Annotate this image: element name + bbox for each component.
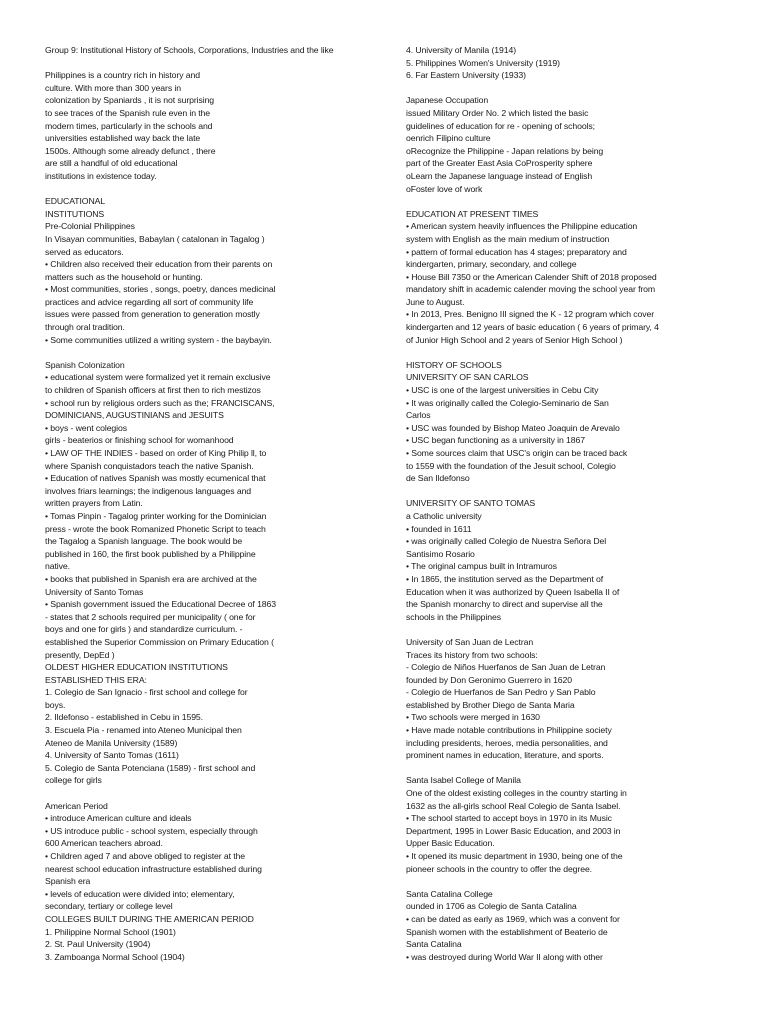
text-line: nearest school education infrastructure established during — [45, 863, 262, 874]
text-line: Carlos — [406, 410, 431, 421]
text-block — [406, 636, 706, 762]
text-line: INSTITUTIONS — [45, 208, 105, 219]
block-spacer — [406, 875, 706, 888]
text-line: • Spanish government issued the Educational Decree of 1863 — [45, 599, 276, 610]
text-block — [406, 497, 706, 623]
text-line: practices and advice regarding all sort of community life — [45, 296, 254, 307]
text-line: to see traces of the Spanish rule even in the — [45, 107, 211, 118]
text-line: Santisimo Rosario — [406, 548, 475, 559]
text-block — [406, 359, 706, 485]
text-line: oenrich Filipino culture — [406, 133, 491, 144]
right-blocks — [406, 44, 706, 963]
text-line: • books that published in Spanish era are archived at the — [45, 573, 257, 584]
text-line: EDUCATION AT PRESENT TIMES — [406, 208, 539, 219]
text-line: 4. University of Santo Tomas (1611) — [45, 750, 179, 761]
text-line: June to August. — [406, 296, 465, 307]
text-line: • It was originally called the Colegio-Seminario de San — [406, 397, 609, 408]
text-line: institutions in existence today. — [45, 170, 157, 181]
text-block — [406, 888, 706, 964]
text-line: of Junior High School and 2 years of Senior High School ) — [406, 334, 623, 345]
text-line: founded by Don Geronimo Guerrero in 1620 — [406, 674, 572, 685]
text-line: Ateneo de Manila University (1589) — [45, 737, 178, 748]
text-line: • US introduce public - school system, especially through — [45, 825, 258, 836]
text-line: • boys - went colegios — [45, 422, 127, 433]
text-line: the Spanish monarchy to direct and supervise all the — [406, 599, 603, 610]
text-block — [406, 774, 706, 875]
text-line: UNIVERSITY OF SAN CARLOS — [406, 372, 529, 383]
text-line: schools in the Philippines — [406, 611, 501, 622]
text-block — [45, 195, 375, 346]
text-line: University of Santo Tomas — [45, 586, 144, 597]
text-line: matters such as the household or hunting. — [45, 271, 203, 282]
block-spacer — [406, 762, 706, 775]
text-line: • Education of natives Spanish was mostly ecumenical that — [45, 473, 266, 484]
text-line: • can be dated as early as 1969, which was a convent for — [406, 913, 620, 924]
text-line: boys and one for girls ) and standardize curriculum. - — [45, 624, 243, 635]
text-line: oRecognize the Philippine - Japan relations by being — [406, 145, 604, 156]
text-block — [45, 359, 375, 787]
text-line: • was destroyed during World War II along with other — [406, 951, 603, 962]
text-line: 6. Far Eastern University (1933) — [406, 70, 526, 81]
text-line: In Visayan communities, Babaylan ( catalonan in Tagalog ) — [45, 233, 265, 244]
block-spacer — [406, 82, 706, 95]
text-line: Santa Catalina College — [406, 888, 493, 899]
text-line: 2. St. Paul University (1904) — [45, 939, 151, 950]
text-line: • levels of education were divided into; elementary, — [45, 888, 235, 899]
text-line: college for girls — [45, 775, 102, 786]
text-line: Spanish era — [45, 876, 91, 887]
text-block — [406, 94, 706, 195]
text-line: prominent names in education, literature, and sports. — [406, 750, 604, 761]
text-line: • In 2013, Pres. Benigno III signed the K - 12 program which cover — [406, 309, 655, 320]
text-line: girls - beaterios or finishing school for womanhood — [45, 435, 234, 446]
block-spacer — [406, 346, 706, 359]
text-line: • The original campus built in Intramuros — [406, 561, 557, 572]
text-line: de San Ildefonso — [406, 473, 470, 484]
text-line: • was originally called Colegio de Nuestra Señora Del — [406, 536, 607, 547]
text-line: system with English as the main medium of instruction — [406, 233, 610, 244]
text-line: ounded in 1706 as Colegio de Santa Catalina — [406, 901, 577, 912]
text-line: Traces its history from two schools: — [406, 649, 538, 660]
text-line: issues were passed from generation to generation mostly — [45, 309, 260, 320]
text-line: kindergarten and 12 years of basic education ( 6 years of primary, 4 — [406, 322, 659, 333]
text-line: UNIVERSITY OF SANTO TOMAS — [406, 498, 536, 509]
text-line: • pattern of formal education has 4 stages; preparatory and — [406, 246, 627, 257]
text-line: 5. Philippines Women's University (1919) — [406, 57, 560, 68]
text-line: American Period — [45, 800, 108, 811]
text-line: University of San Juan de Lectran — [406, 636, 534, 647]
text-line: oLearn the Japanese language instead of English — [406, 170, 593, 181]
left-column — [45, 44, 375, 963]
text-line: • Children also received their education from their parents on — [45, 259, 273, 270]
text-line: • It opened its music department in 1930, being one of the — [406, 851, 623, 861]
text-line: part of the Greater East Asia CoProsperity sphere — [406, 158, 593, 169]
text-line: kindergarten, primary, secondary, and college — [406, 259, 577, 270]
text-line: - states that 2 schools required per municipality ( one for — [45, 611, 256, 622]
text-line: • Some communities utilized a writing system - the baybayin. — [45, 334, 272, 345]
text-line: • Most communities, stories , songs, poetry, dances medicinal — [45, 284, 276, 295]
text-line: involves friars learnings; the indigenous languages and — [45, 485, 252, 496]
text-line: One of the oldest existing colleges in the country starting in — [406, 788, 627, 799]
text-line: where Spanish conquistadors teach the native Spanish. — [45, 460, 254, 471]
text-line: • Tomas Pinpin - Tagalog printer working for the Dominician — [45, 510, 267, 521]
text-line: presently, DepEd ) — [45, 649, 115, 660]
text-line: including presidents, heroes, media personalities, and — [406, 737, 608, 748]
text-line: • USC is one of the largest universities in Cebu City — [406, 385, 599, 396]
text-line: served as educators. — [45, 246, 124, 257]
text-line: 2. Ildefonso - established in Cebu in 1595. — [45, 712, 203, 723]
text-line: • school run by religious orders such as the; FRANCISCANS, — [45, 397, 275, 408]
text-line: 3. Zamboanga Normal School (1904) — [45, 951, 185, 962]
text-line: OLDEST HIGHER EDUCATION INSTITUTIONS — [45, 662, 228, 673]
text-line: a Catholic university — [406, 510, 482, 521]
text-line: published in 160, the first book published by a Philippine — [45, 548, 256, 559]
text-line: Spanish Colonization — [45, 359, 125, 370]
text-line: secondary, tertiary or college level — [45, 901, 173, 912]
text-line: 1632 as the all-girls school Real Colegio de Santa Isabel. — [406, 800, 621, 811]
text-line: 600 American teachers abroad. — [45, 838, 163, 849]
text-line: - Colegio de Niños Huerfanos de San Juan de Letran — [406, 662, 606, 673]
text-line: ESTABLISHED THIS ERA: — [45, 674, 147, 685]
text-line: DOMINICIANS, AUGUSTINIANS and JESUITS — [45, 410, 224, 421]
block-spacer — [45, 183, 375, 196]
text-block — [406, 44, 706, 82]
text-line: Upper Basic Education. — [406, 838, 495, 849]
block-spacer — [406, 623, 706, 636]
block-spacer — [406, 485, 706, 498]
text-line: are still a handful of old educational — [45, 158, 178, 169]
document-title: Group 9: Institutional History of Schools, Corporations, Industries and the like — [45, 45, 334, 55]
text-line: the Tagalog a Spanish language. The book would be — [45, 536, 243, 547]
text-line: oFoster love of work — [406, 183, 483, 194]
block-spacer — [45, 346, 375, 359]
text-block — [45, 800, 375, 964]
text-line: 5. Colegio de Santa Potenciana (1589) - first school and — [45, 762, 256, 773]
text-line: • The school started to accept boys in 1970 in its Music — [406, 813, 612, 824]
block-spacer — [45, 787, 375, 800]
text-line: Philippines is a country rich in history and — [45, 70, 200, 81]
text-line: press - wrote the book Romanized Phonetic Script to teach — [45, 523, 266, 534]
right-column — [406, 44, 706, 963]
text-line: Education when it was authorized by Queen Isabella II of — [406, 586, 620, 597]
text-line: • educational system were formalized yet it remain exclusive — [45, 372, 271, 383]
text-line: written prayers from Latin. — [45, 498, 143, 509]
text-line: to children of Spanish officers at first then to rich mestizos — [45, 385, 261, 396]
text-line: 3. Escuela Pia - renamed into Ateneo Municipal then — [45, 725, 242, 736]
text-line: • Some sources claim that USC's origin can be traced back — [406, 448, 628, 458]
text-line: boys. — [45, 699, 66, 710]
text-line: • USC was founded by Bishop Mateo Joaquin de Arevalo — [406, 422, 620, 433]
text-line: modern times, particularly in the schools and — [45, 120, 213, 131]
text-line: • USC began functioning as a university in 1867 — [406, 435, 585, 446]
text-line: Santa Isabel College of Manila — [406, 775, 521, 786]
text-line: through oral tradition. — [45, 322, 125, 333]
text-line: • In 1865, the institution served as the Department of — [406, 573, 604, 584]
text-line: • American system heavily influences the Philippine education — [406, 221, 638, 232]
text-line: established the Superior Commission on Primary Education ( — [45, 636, 274, 647]
text-line: • introduce American culture and ideals — [45, 813, 192, 824]
text-line: • House Bill 7350 or the American Calender Shift of 2018 proposed — [406, 271, 657, 282]
text-line: guidelines of education for re - opening of schools; — [406, 120, 595, 131]
text-block — [45, 69, 375, 182]
text-line: 4. University of Manila (1914) — [406, 45, 516, 55]
text-line: 1500s. Although some already defunct , there — [45, 145, 216, 156]
text-line: colonization by Spaniards , it is not surprising — [45, 95, 215, 106]
text-line: Department, 1995 in Lower Basic Education, and 2003 in — [406, 825, 621, 836]
text-line: native. — [45, 561, 70, 572]
text-line: • LAW OF THE INDIES - based on order of King Philip ll, to — [45, 448, 267, 458]
text-block — [406, 208, 706, 347]
text-line: Japanese Occupation — [406, 95, 489, 106]
text-line: universities established way back the late — [45, 133, 201, 144]
text-line: COLLEGES BUILT DURING THE AMERICAN PERIOD — [45, 913, 254, 924]
text-line: Spanish women with the establishment of Beaterio de — [406, 926, 608, 937]
text-line: to 1559 with the foundation of the Jesuit school, Colegio — [406, 460, 616, 471]
left-blocks — [45, 69, 375, 963]
text-line: culture. With more than 300 years in — [45, 82, 181, 93]
text-line: issued Military Order No. 2 which listed the basic — [406, 107, 589, 118]
text-line: 1. Philippine Normal School (1901) — [45, 926, 176, 937]
text-line: mandatory shift in academic calender moving the school year from — [406, 284, 656, 295]
text-line: 1. Colegio de San Ignacio - first school and college for — [45, 687, 248, 698]
text-line: - Colegio de Huerfanos de San Pedro y San Pablo — [406, 687, 596, 698]
text-line: • Two schools were merged in 1630 — [406, 712, 540, 723]
text-line: • founded in 1611 — [406, 523, 472, 534]
block-spacer — [406, 195, 706, 208]
text-line: Pre-Colonial Philippines — [45, 221, 135, 232]
text-line: HISTORY OF SCHOOLS — [406, 359, 502, 370]
text-line: EDUCATIONAL — [45, 196, 106, 207]
text-line: established by Brother Diego de Santa Maria — [406, 699, 575, 710]
text-line: Santa Catalina — [406, 939, 462, 950]
text-line: pioneer schools in the country to offer the degree. — [406, 863, 592, 874]
text-line: • Children aged 7 and above obliged to register at the — [45, 851, 246, 861]
text-line: • Have made notable contributions in Philippine society — [406, 725, 612, 736]
